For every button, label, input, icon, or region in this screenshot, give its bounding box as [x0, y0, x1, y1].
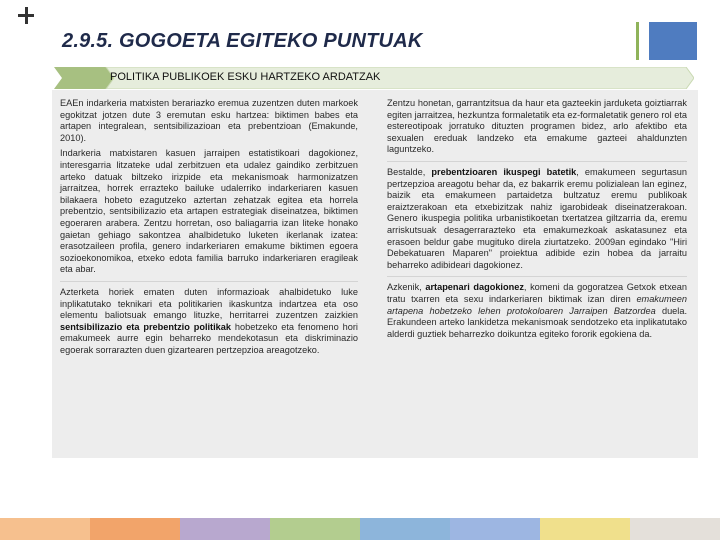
- footer-stripe: [540, 518, 630, 540]
- divider: [387, 161, 687, 162]
- left-column: [60, 98, 358, 360]
- footer-stripe: [90, 518, 180, 540]
- corner-accent-box: [649, 22, 697, 60]
- left-p3-bold: sentsibilizazio eta prebentzio politikak: [60, 321, 231, 332]
- right-p3-text-a: Azkenik,: [387, 282, 426, 293]
- left-paragraph-2: Indarkeria matxistaren kasuen jarraipen estatistikoari dagokionez, interesgarria litzateke udal zerbitzuen eta udalez gaindiko zerbitzuen arteko datuak biltzeko irizpide eta mekanismoak harmonizatzen jarraitzea, horrek errazteko bailuke udalerriko indarkeriaren kasuen bilakaera hobeto ezagutzeko aztertan zehatzak egitea eta horrela prebentzio, sentsibilizazio eta artapen estrategiak diseinatzea, biktimen egoeraren arabera. Zentzu horretan, oso baliagarria izan liteke honako gaietan gehiago sakontzea ahalbidetuko luketen ikerlanak izatea: erasotzaileen profila, genero indarkeriaren emakume biktimen egoera sozioekonomikoa, etxeko edota familia barruko indarkeriaren eragileak eta abar.: [60, 148, 358, 275]
- left-p3-text-a: Azterketa horiek ematen duten informazioak ahalbidetuko luke inplikatutako teknikari eta politikarien ikaskuntza indartzea eta oso elementu baliotsuak emango lituzke, herritarrei zuzentzen zaizkien: [60, 286, 358, 321]
- right-paragraph-1: Zentzu honetan, garrantzitsua da haur eta gazteekin jarduketa goiztiarrak egiten jarraitzea, hezkuntza formaletatik eta ez-formaletatik genero rol eta estereotipoak jorratuko dituzten programen bidez, arlo afektibo eta sexualen ereduak landzeko eta emakume gazteei ahaldunzten laguntzeko.: [387, 98, 687, 155]
- banner-label: POLITIKA PUBLIKOEK ESKU HARTZEKO ARDATZAK: [110, 71, 381, 83]
- footer-stripe: [180, 518, 270, 540]
- footer-stripe: [360, 518, 450, 540]
- right-p2-text-c: , emakumeen segurtasun pertzepzioa areagotu behar da, ez bakarrik eremu polizialean lan eginez, baizik eta emakumeen partaidetza bultzatuz eremu publikoak eraiztzerakoan eta etxebizitzak nahiz igarobideak diseinatzerakoan. Genero ikuspegia politika urbanistikoetan txertatzea giltzarria da, eremu arriskutsuak desagerrarazteko eta emakumezkoak askatasunez eta erasoen beldur gabe mugituko direla ziurtatzeko. 2009an egindako "Hiri Debekatuaren Maparen" proiektua adibide ezin hobea da jarraitu beharreko adibideari dagokionez.: [387, 166, 687, 270]
- right-p2-text-a: Bestalde,: [387, 166, 432, 177]
- left-p3-text-c: hobetzeko eta fenomeno hori emakumeek aurre egin beharreko mendekotasun eta diskriminazio egoerak sorrarazten duen gizartearen pertzepzioa areagotzeko.: [60, 321, 358, 355]
- divider: [387, 276, 687, 277]
- footer-stripe: [630, 518, 720, 540]
- footer-stripe: [450, 518, 540, 540]
- right-p3-text-e: duela. Erakundeen arteko lankidetza mekanismoak sendotzeko eta inplikatutako alderdi guztiek beharrezko doikuntza egiteko fororik egokiena da.: [387, 305, 687, 339]
- left-paragraph-1: EAEn indarkeria matxisten berariazko eremua zuzentzen duten markoek egokitzat jotzen dute 3 eremutan esku hartzea: biktimen babes eta artapen integralean, sentsibilizazioan eta prebentzioan (Emakunde, 2010).: [60, 98, 358, 143]
- content-panel: [52, 90, 698, 458]
- section-banner: [54, 67, 694, 89]
- accent-bar: [636, 22, 639, 60]
- right-p3-italic: emakumeen artapena hobetzeko lehen protokoloaren Jarraipen Batzordea: [387, 293, 687, 316]
- right-paragraph-3: [387, 282, 687, 340]
- right-p3-text-c: , komeni da gogoratzea Getxok etxean tratu txarren eta sexu indarkeriaren biktimak izan diren: [387, 282, 688, 304]
- right-paragraph-2: [387, 167, 687, 271]
- right-p2-bold: prebentzioaren ikuspegi batetik: [431, 166, 577, 177]
- footer-stripe: [270, 518, 360, 540]
- plus-icon: [14, 4, 38, 28]
- divider: [60, 281, 358, 282]
- footer-stripe: [0, 518, 90, 540]
- right-p3-bold: artapenari dagokionez: [425, 282, 524, 293]
- page-title: 2.9.5. GOGOETA EGITEKO PUNTUAK: [62, 30, 423, 52]
- footer-color-stripes: [0, 518, 720, 540]
- left-paragraph-3: [60, 287, 358, 357]
- right-column: [387, 98, 687, 344]
